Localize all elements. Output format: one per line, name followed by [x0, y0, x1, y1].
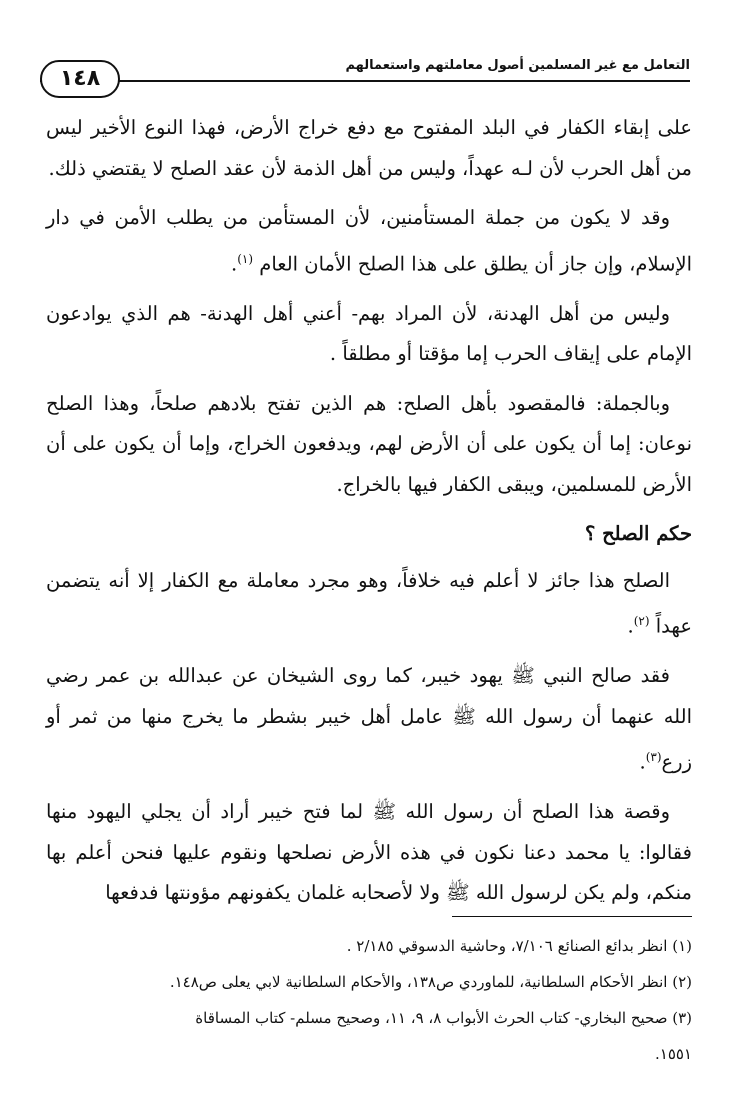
footnote-ref-2[interactable]: (٢) [633, 614, 650, 628]
footnote-separator [452, 916, 692, 917]
paragraph-1: على إبقاء الكفار في البلد المفتوح مع دفع خراج الأرض، فهذا النوع الأخير ليس من أهل الحرب لأن لـه عهداً، وليس من أهل الذمة لأن عقد الصلح لا يقتضي ذلك. [46, 116, 692, 180]
footnote-2: (٢) انظر الأحكام السلطانية، للماوردي ص١٣٨، والأحكام السلطانية لابي يعلى ص١٤٨. [169, 973, 692, 991]
page-number: ١٤٨ [40, 60, 120, 98]
paragraph-7: وقصة هذا الصلح أن رسول الله ﷺ لما فتح خيبر أراد أن يجلي اليهود منها فقالوا: يا محمد دعنا نكون في هذه الأرض نصلحها ونقوم عليها فنحن أعلم بها منكم، ولم يكن لرسول الله ﷺ ولا لأصحابه غلمان يكفونهم مؤونتها فدفعها [46, 800, 692, 904]
paragraph-2 [46, 198, 692, 285]
paragraph-4: وبالجملة: فالمقصود بأهل الصلح: هم الذين تفتح بلادهم صلحاً، وهذا الصلح نوعان: إما أن يكون على أن الأرض لهم، ويدفعون الخراج، وإما أن يكون على أن الأرض للمسلمين، ويبقى الكفار فيها بالخراج. [46, 391, 692, 496]
footnote-3: (٣) صحيح البخاري- كتاب الحرث الأبواب ٨، ٩، ١١، وصحيح مسلم- كتاب المساقاة [195, 1009, 692, 1027]
paragraph-6-end: . [639, 750, 646, 774]
paragraph-3: وليس من أهل الهدنة، لأن المراد بهم- أعني أهل الهدنة- هم الذي يوادعون الإمام على إيقاف الحرب إما مؤقتا أو مطلقاً . [46, 301, 692, 365]
running-title: التعامل مع غير المسلمين أصول معاملتهم واستعمالهم [345, 58, 690, 73]
main-text [46, 108, 692, 923]
paragraph-6-text: فقد صالح النبي ﷺ يهود خيبر، كما روى الشيخان عن عبدالله بن عمر رضي الله عنهما أن رسول الله ﷺ عامل أهل خيبر بشطر ما يخرج منها من ثمر أو زرع [46, 664, 692, 774]
header-rule [40, 80, 690, 82]
footnote-1: (١) انظر بدائع الصنائع ٧/١٠٦، وحاشية الدسوقي ٢/١٨٥ . [346, 937, 692, 955]
section-heading: حكم الصلح ؟ [584, 522, 692, 545]
paragraph-2-text: وقد لا يكون من جملة المستأمنين، لأن المستأمن من يطلب الأمن في دار الإسلام، وإن جاز أن يطلق على هذا الصلح الأمان العام [46, 206, 692, 275]
paragraph-5-end: . [627, 614, 634, 638]
paragraph-6 [46, 656, 692, 783]
running-header [40, 50, 690, 94]
paragraph-2-end: . [231, 252, 238, 275]
footnotes [46, 928, 692, 1072]
footnote-3-continued: ١٥٥١. [654, 1045, 692, 1063]
footnote-ref-3[interactable]: (٣) [645, 750, 662, 764]
paragraph-5 [46, 561, 692, 648]
footnote-ref-1[interactable]: (١) [237, 251, 254, 266]
paragraph-5-text: الصلح هذا جائز لا أعلم فيه خلافاً، وهو مجرد معاملة مع الكفار إلا أنه يتضمن عهداً [46, 568, 692, 638]
